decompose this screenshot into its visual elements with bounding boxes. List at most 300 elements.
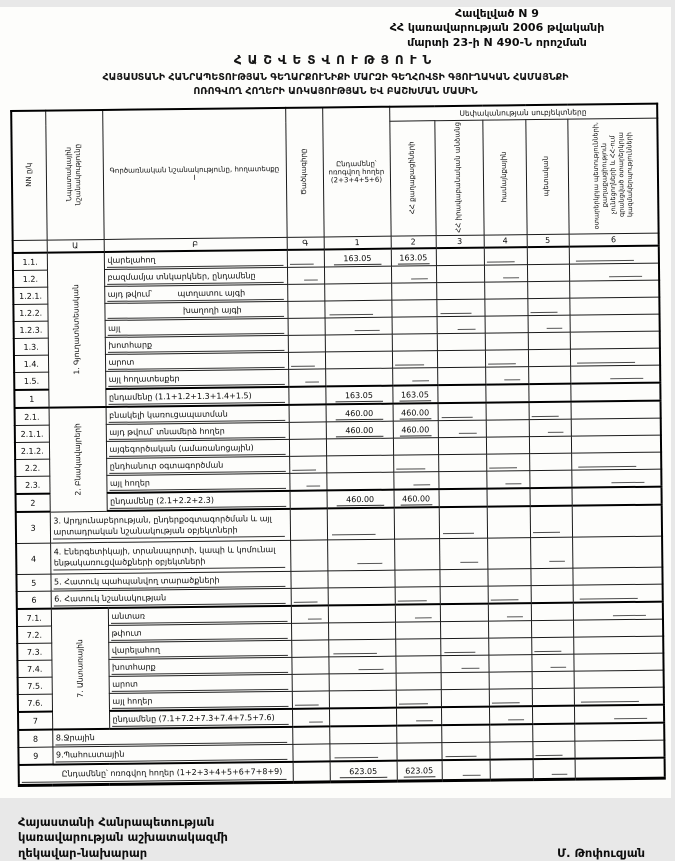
value-cell: 163.05 [325, 386, 392, 405]
value-cell [573, 637, 663, 655]
col-header-code: Ծածկագիրը [285, 108, 323, 238]
value-cell [391, 266, 436, 284]
value-cell [437, 351, 485, 369]
value-cell [329, 674, 396, 692]
value-cell [489, 672, 532, 689]
footer [18, 815, 645, 861]
value-cell [391, 283, 436, 301]
row-number: 1.2.1. [13, 288, 47, 305]
row-number: 7 [18, 712, 52, 730]
value-cell [490, 760, 533, 781]
value-cell: 163.05 [391, 249, 436, 267]
report-table-wrapper [10, 103, 675, 788]
value-cell [324, 284, 391, 302]
land-type-label: վարելահող [108, 641, 291, 660]
code-cell [293, 762, 330, 783]
row-number: 1.4. [14, 356, 48, 373]
value-cell [324, 267, 391, 285]
value-cell [395, 622, 440, 640]
value-cell [489, 689, 532, 707]
value-cell [328, 588, 395, 606]
value-cell [327, 508, 394, 540]
value-cell [438, 421, 486, 439]
code-cell [291, 606, 328, 624]
code-cell [292, 675, 329, 692]
land-type-label: 4. Էներգետիկայի, տրանսպորտի, կապի և կոմունալ ենթակառուցվածքների օբյեկտների [50, 541, 290, 575]
value-cell [485, 350, 528, 367]
row-number: 2 [16, 494, 50, 512]
value-cell [392, 351, 437, 369]
land-type-label: թփուտ [108, 624, 291, 643]
row-number: 7.2. [17, 627, 51, 644]
row-number: 1 [14, 390, 48, 408]
row-number: 1.2. [13, 271, 47, 288]
value-cell [440, 604, 488, 622]
value-cell [489, 707, 532, 725]
land-type-label: այդ թվում՝ պտղատու այգի [104, 285, 287, 304]
value-cell: 623.05 [330, 761, 397, 782]
row-number: 1.1. [13, 253, 47, 271]
value-cell [394, 570, 439, 588]
value-cell [531, 638, 573, 655]
value-cell [531, 586, 573, 604]
col-header-functional [102, 108, 286, 240]
value-cell [573, 620, 663, 638]
value-cell [529, 454, 571, 471]
value-cell [325, 318, 392, 336]
code-cell [289, 457, 326, 474]
category-label [47, 253, 106, 409]
value-cell [528, 367, 570, 385]
row-number: 4 [16, 544, 50, 575]
value-cell [571, 470, 661, 489]
value-cell: 163.05 [392, 386, 437, 405]
value-cell [437, 317, 485, 335]
row-number: 2.1.2. [15, 443, 49, 460]
value-cell [487, 569, 530, 586]
value-cell [532, 706, 574, 724]
value-cell [575, 758, 665, 780]
code-cell [288, 387, 325, 405]
value-cell [574, 688, 664, 707]
column-index: Գ [287, 238, 324, 251]
value-cell [329, 726, 396, 744]
code-cell [287, 285, 324, 302]
value-cell [394, 539, 439, 571]
value-cell [572, 537, 662, 569]
category-label-text: 1. Գյուղատնտեսական [70, 284, 81, 375]
land-type-label: այլ հողեր [106, 474, 289, 494]
land-type-label: Ընդամենը՝ ոռոգվող հողեր (1+2+3+4+5+6+7+8+9) [19, 763, 293, 787]
category-label-text: 2. Բնակավայրերի [72, 423, 83, 496]
col-header-functional-text: Գործառնական նշանակությունը, հողատեսքը [109, 165, 280, 176]
value-cell [489, 725, 532, 743]
value-cell [571, 453, 661, 471]
value-cell [570, 332, 660, 350]
value-cell [528, 384, 570, 402]
report-subtitle-line2: ՈՌՈԳՎՈՂ ՀՈՂԵՐԻ ԱՌԿԱՅՈՒԹՅԱՆ ԵՎ ԲԱՇԽՄԱՆ ՄԱՍԻՆ [193, 85, 478, 97]
value-cell [531, 655, 573, 672]
row-number: 7.5. [18, 678, 52, 695]
col-header-foreign: օտարերկրյա պետությունների, քաղաքացիություն չունեցողների և ՀՀ-ում գրանցված օտարերկրյա կազմակերպությունների [567, 119, 658, 235]
land-type-label: 8.Ջրային [52, 728, 292, 748]
land-type-label: ընդամենը (1.1+1.2+1.3+1.4+1.5) [105, 388, 288, 408]
value-cell [325, 369, 392, 387]
row-number: 2.1. [15, 408, 49, 426]
row-number: 2.2. [15, 460, 49, 477]
value-cell [485, 333, 528, 350]
value-cell [328, 657, 395, 675]
value-cell [436, 266, 484, 284]
col-header-citizens: ՀՀ քաղաքացիների [389, 121, 435, 237]
code-cell [291, 658, 328, 675]
value-cell [325, 352, 392, 370]
land-type-label: բազմամյա տնկարկներ, ընդամենը [104, 268, 287, 287]
value-cell [438, 438, 486, 456]
value-cell [574, 741, 664, 760]
value-cell [484, 282, 527, 299]
code-cell [290, 509, 327, 541]
land-type-label: վարելահող [104, 251, 287, 271]
value-cell [571, 401, 661, 420]
value-cell [527, 282, 569, 299]
value-cell [394, 508, 439, 540]
code-cell [289, 423, 326, 440]
value-cell [528, 333, 570, 350]
value-cell [325, 335, 392, 353]
report-subtitle [0, 71, 671, 99]
code-cell [290, 541, 327, 572]
land-type-label: խաղողի այգի [104, 302, 287, 321]
value-cell [569, 281, 659, 299]
value-cell [487, 538, 530, 569]
value-cell [441, 690, 489, 708]
land-type-label: խոտհարք [105, 336, 288, 355]
value-cell [327, 540, 394, 572]
row-number: 9 [18, 748, 52, 766]
value-cell [529, 402, 571, 420]
land-type-label: 6. Հատուկ նշանակության [51, 589, 291, 609]
footer-signatory-title [18, 815, 228, 861]
value-cell [530, 569, 572, 586]
land-type-label: արոտ [109, 675, 292, 694]
value-cell [487, 489, 530, 507]
value-cell [393, 438, 438, 456]
value-cell [329, 744, 396, 762]
value-cell [328, 605, 395, 623]
scanned-report-page [0, 7, 671, 860]
value-cell [571, 436, 661, 454]
value-cell [391, 300, 436, 318]
value-cell [569, 264, 659, 282]
land-type-label: այգեգործական (ամառանոցային) [106, 440, 289, 459]
row-number: 1.2.2. [13, 305, 47, 322]
signature: Մ. Թոփուզյան [557, 845, 645, 860]
row-number: 1.2.3. [14, 322, 48, 339]
category-label [49, 408, 107, 513]
code-cell [291, 589, 328, 607]
row-number: 1.5. [14, 373, 48, 391]
land-type-label: ընդամենը (2.1+2.2+2.3) [107, 492, 290, 512]
value-cell [395, 605, 440, 623]
value-cell [395, 587, 440, 605]
appendix-line: ՀՀ կառավարության 2006 թվականի [389, 21, 605, 35]
row-number: 7.3. [17, 644, 51, 661]
value-cell [396, 690, 441, 708]
value-cell [439, 539, 487, 571]
column-index: Ա [47, 240, 104, 253]
value-cell: 460.00 [393, 421, 438, 439]
value-cell [528, 316, 570, 333]
value-cell [572, 568, 662, 586]
value-cell [569, 246, 659, 265]
value-cell [484, 265, 527, 282]
column-index: Բ [104, 238, 287, 253]
report-table [10, 103, 666, 788]
row-number: 8 [18, 730, 52, 748]
value-cell [441, 725, 489, 743]
value-cell [440, 587, 488, 605]
row-number: 3 [16, 512, 50, 544]
column-index: 3 [436, 236, 484, 249]
land-type-label: բնակելի կառուցապատման [106, 406, 289, 426]
value-cell: 623.05 [397, 761, 442, 782]
value-cell [574, 723, 664, 742]
report-title: ՀԱՇՎԵՏՎՈՒԹՅՈՒՆ [233, 52, 438, 67]
land-type-label: այլ հողատեսքեր [105, 370, 288, 390]
row-number: 6 [17, 592, 51, 610]
value-cell [436, 248, 484, 266]
value-cell [326, 456, 393, 474]
footer-line: Հայաստանի Հանրապետության [18, 814, 215, 829]
value-cell: 460.00 [393, 404, 438, 422]
column-index: 5 [527, 235, 569, 248]
land-type-label: 5. Հատուկ պահպանվող տարածքների [50, 572, 290, 592]
value-cell [396, 726, 441, 744]
value-cell [532, 742, 574, 760]
value-cell [485, 367, 528, 385]
value-cell [396, 673, 441, 691]
value-cell [573, 585, 663, 604]
col-header-functional-note: I [193, 174, 196, 183]
col-header-total-irrigated [322, 107, 390, 238]
land-type-label: 3. Արդյունաբերության, ընդերքօգտագործման և այլ արտադրական նշանակության օբյեկտների [50, 510, 290, 544]
appendix-line: Հավելված N 9 [455, 7, 539, 20]
value-cell [486, 437, 529, 454]
value-cell [489, 742, 532, 760]
value-cell: 460.00 [327, 490, 394, 509]
value-cell [438, 472, 486, 490]
column-index [13, 241, 47, 254]
code-cell [290, 572, 327, 589]
footer-line: կառավարության աշխատակազմի [18, 830, 228, 845]
value-cell [530, 538, 572, 569]
value-cell [527, 265, 569, 282]
value-cell [396, 708, 441, 727]
value-cell [437, 385, 485, 404]
value-cell: 460.00 [326, 404, 393, 422]
value-cell [395, 639, 440, 657]
value-cell [393, 455, 438, 473]
appendix-line: մարտի 23-ի N 490-Ն որոշման [407, 35, 587, 49]
land-type-label: 9.Պահուստային [52, 745, 292, 765]
value-cell [485, 316, 528, 333]
value-cell [488, 604, 531, 622]
land-type-label: այլ [105, 319, 288, 338]
code-cell [290, 491, 327, 509]
value-cell [487, 507, 530, 539]
col-header-nn: NN ը/կ [11, 111, 46, 241]
code-cell [287, 302, 324, 319]
value-cell [488, 638, 531, 655]
value-cell [486, 454, 529, 471]
value-cell [570, 366, 660, 385]
value-cell [436, 300, 484, 318]
value-cell [440, 622, 488, 640]
row-number: 7.1. [17, 609, 51, 627]
value-cell [531, 603, 573, 621]
col-header-legal-entities: ՀՀ իրավաբանական անձանց [434, 121, 483, 237]
land-type-label: այդ թվում՝ տնամերձ հողեր [106, 423, 289, 442]
value-cell [439, 507, 487, 539]
value-cell [392, 334, 437, 352]
value-cell [438, 403, 486, 421]
value-cell [441, 707, 489, 726]
code-cell [291, 624, 328, 641]
value-cell [571, 487, 661, 506]
value-cell [530, 488, 572, 506]
row-number: 2.1.1. [15, 426, 49, 443]
col-header-ownership: Սեփականության սուբյեկտները [389, 104, 657, 122]
value-cell [328, 623, 395, 641]
value-cell [442, 760, 490, 781]
value-cell [531, 621, 573, 638]
code-cell [288, 353, 325, 370]
land-type-label: խոտհարք [108, 658, 291, 677]
column-index: 2 [391, 236, 436, 249]
code-cell [287, 250, 324, 268]
land-type-label: արոտ [105, 353, 288, 372]
value-cell [569, 298, 659, 316]
code-cell [289, 440, 326, 457]
value-cell [532, 724, 574, 742]
value-cell [488, 586, 531, 604]
value-cell [441, 673, 489, 691]
row-number: 7.4. [17, 661, 51, 678]
code-cell [289, 474, 326, 492]
column-index: 1 [324, 237, 391, 250]
value-cell: 163.05 [324, 250, 391, 268]
value-cell [484, 299, 527, 316]
code-cell [288, 370, 325, 388]
value-cell [570, 349, 660, 367]
value-cell [573, 654, 663, 672]
value-cell [440, 639, 488, 657]
column-index: 4 [484, 235, 527, 248]
code-cell [288, 336, 325, 353]
code-cell [287, 268, 324, 285]
value-cell [530, 506, 572, 538]
row-number: 5 [16, 575, 50, 592]
value-cell [488, 655, 531, 672]
value-cell [439, 489, 487, 508]
land-type-label: ընդամենը (7.1+7.2+7.3+7.4+7.5+7.6) [109, 710, 292, 730]
category-label-text: 7. Անտառային [74, 639, 85, 698]
column-index: 6 [569, 234, 659, 248]
value-cell [329, 691, 396, 709]
row-number: 1.3. [14, 339, 48, 356]
code-cell [289, 405, 326, 423]
value-cell [574, 671, 664, 689]
value-cell [527, 299, 569, 316]
appendix-note [337, 7, 657, 50]
value-cell [529, 471, 571, 489]
code-cell [292, 745, 329, 763]
value-cell [528, 350, 570, 367]
value-cell [441, 743, 489, 761]
value-cell [529, 420, 571, 437]
value-cell [572, 505, 662, 538]
value-cell [438, 455, 486, 473]
land-type-label: անտառ [108, 607, 291, 627]
value-cell [327, 571, 394, 589]
land-type-label: ընդհանուր օգտագործման [106, 457, 289, 476]
value-cell [485, 385, 528, 403]
value-cell [326, 473, 393, 491]
footer-line: ղեկավար-նախարար [18, 845, 148, 860]
value-cell [573, 602, 663, 621]
value-cell [484, 248, 527, 266]
value-cell [486, 471, 529, 489]
col-header-community: համայնքային [482, 120, 526, 236]
value-cell [488, 621, 531, 638]
code-cell [292, 692, 329, 710]
value-cell [392, 368, 437, 386]
value-cell [532, 689, 574, 707]
value-cell [329, 708, 396, 727]
value-cell [328, 640, 395, 658]
value-cell: 460.00 [326, 422, 393, 440]
value-cell [570, 315, 660, 333]
col-header-state: պետական [525, 120, 568, 236]
value-cell [437, 368, 485, 386]
row-number: 7.6. [18, 695, 52, 713]
value-cell [324, 301, 391, 319]
row-number: 2.3. [15, 477, 49, 495]
value-cell [392, 317, 437, 335]
col-header-purpose: Նպատակային նշանակությունը [45, 110, 103, 241]
value-cell [486, 403, 529, 421]
value-cell [437, 334, 485, 352]
value-cell [393, 472, 438, 490]
value-cell [532, 672, 574, 689]
value-cell: 460.00 [394, 490, 439, 509]
code-cell [288, 319, 325, 336]
value-cell [533, 759, 575, 780]
value-cell [570, 383, 660, 402]
code-cell [292, 727, 329, 745]
value-cell [436, 283, 484, 301]
value-cell [574, 705, 664, 724]
value-cell [571, 419, 661, 437]
report-subtitle-line1: ՀԱՅԱՍՏԱՆԻ ՀԱՆՐԱՊԵՏՈՒԹՅԱՆ ԳԵՂԱՐՔՈՒՆԻՔԻ ՄԱՐԶԻ ԳԵՂՀՈՎՏԻ ԳՅՈՒՂԱԿԱՆ ՀԱՄԱՅՆՔԻ [102, 71, 569, 83]
value-cell [395, 656, 440, 674]
value-cell [326, 439, 393, 457]
category-label [51, 609, 109, 731]
value-cell [527, 247, 569, 265]
code-cell [292, 709, 329, 727]
land-type-label: այլ հողեր [109, 692, 292, 712]
